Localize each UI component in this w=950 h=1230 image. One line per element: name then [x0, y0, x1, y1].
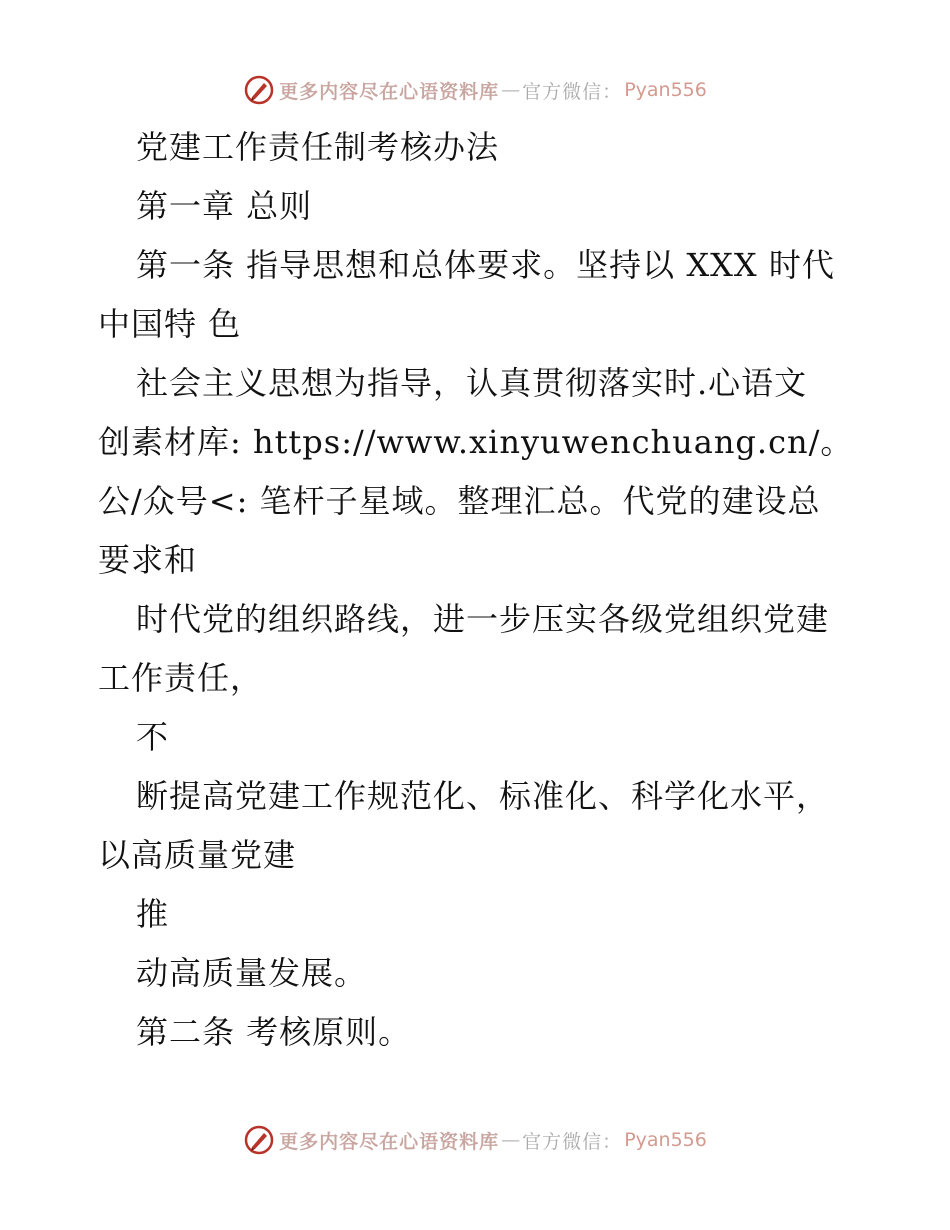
pen-circle-icon — [243, 74, 275, 106]
pen-circle-icon — [243, 1124, 275, 1156]
banner-separator: — — [501, 1129, 521, 1151]
banner-wechat-id: Pyan556 — [624, 1129, 707, 1151]
document-body — [98, 118, 868, 1062]
paragraph-line: 以高质量党建 — [98, 836, 297, 874]
paragraph-line: 第二条 考核原则。 — [136, 1013, 412, 1051]
paragraph-line: 不 — [136, 718, 170, 756]
banner-text: 更多内容尽在心语资料库 — [279, 80, 500, 103]
banner-wechat-label: 官方微信： — [522, 80, 623, 103]
banner-text: 更多内容尽在心语资料库 — [279, 1130, 500, 1153]
header-watermark-banner — [0, 70, 950, 110]
paragraph-line: 推 — [136, 895, 170, 933]
footer-watermark-banner — [0, 1120, 950, 1160]
paragraph-line: 公/众号<: 笔杆子星域。整理汇总。代党的建设总 — [98, 482, 821, 520]
paragraph-line: 创素材库: https://www.xinyuwenchuang.cn/。 — [98, 423, 854, 461]
banner-wechat-id: Pyan556 — [624, 79, 707, 101]
paragraph-line: 断提高党建工作规范化、标准化、科学化水平， — [136, 777, 830, 815]
chapter-heading: 第一章 总则 — [136, 187, 313, 225]
paragraph-line: 社会主义思想为指导，认真贯彻落实时.心语文 — [136, 364, 808, 402]
paragraph-line: 时代党的组织路线，进一步压实各级党组织党建 — [136, 600, 830, 638]
banner-separator: — — [501, 79, 521, 101]
paragraph-line: 第一条 指导思想和总体要求。坚持以 XXX 时代 — [136, 246, 835, 284]
paragraph-line: 动高质量发展。 — [136, 954, 368, 992]
document-title: 党建工作责任制考核办法 — [136, 128, 500, 166]
paragraph-line: 要求和 — [98, 541, 198, 579]
paragraph-line: 工作责任， — [98, 659, 264, 697]
paragraph-line: 中国特 色 — [98, 305, 242, 343]
banner-wechat-label: 官方微信： — [522, 1130, 623, 1153]
